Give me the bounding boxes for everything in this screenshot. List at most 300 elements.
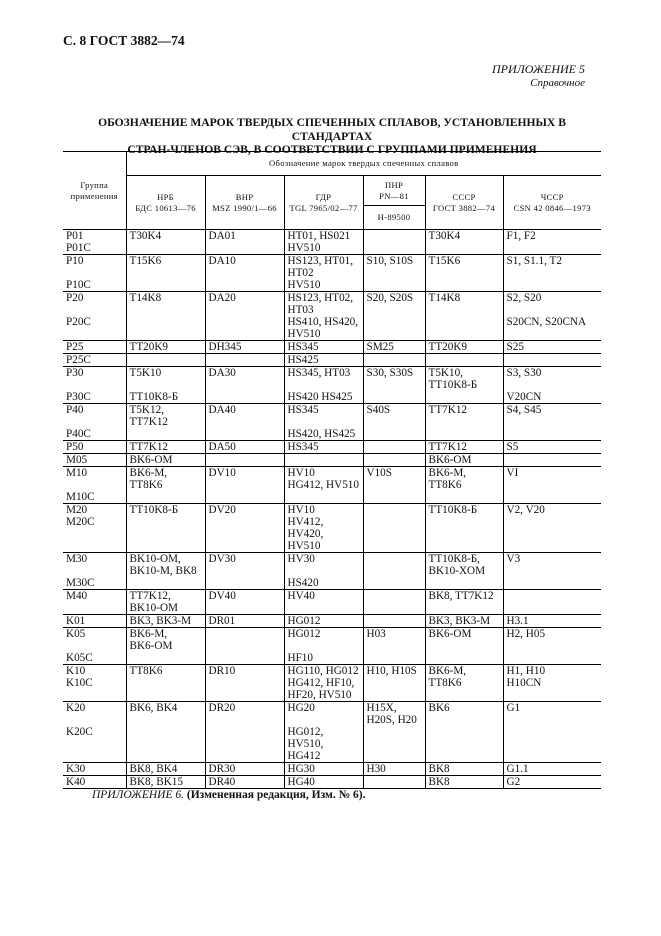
cell-line: T15K6 (428, 255, 461, 267)
cell-vnr (205, 354, 284, 367)
table-row (63, 665, 601, 702)
cell-sssr (425, 628, 503, 665)
cell-group (63, 628, 126, 665)
cell-line (288, 640, 360, 652)
cell-chssr (503, 367, 601, 404)
cell-line: K20 (66, 702, 86, 714)
cell-sssr (425, 341, 503, 354)
cell-group (63, 615, 126, 628)
cell-pnr (363, 230, 425, 255)
cell-vnr (205, 763, 284, 776)
cell-vnr (205, 292, 284, 341)
cell-gdr (284, 292, 363, 341)
cell-vnr (205, 665, 284, 702)
cell-line: HG412, HV510 (287, 479, 359, 491)
cell-chssr (503, 702, 601, 763)
table-row (63, 354, 601, 367)
cell-line: V3 (506, 553, 521, 565)
cell-line: T30K4 (428, 230, 461, 242)
cell-line (367, 615, 422, 627)
cell-line: H30 (366, 763, 386, 775)
cell-line: TT8K6 (129, 665, 163, 677)
footnote-label: ПРИЛОЖЕНИЕ 6. (92, 789, 184, 801)
cell-pnr (363, 776, 425, 789)
cell-pnr (363, 590, 425, 615)
cell-chssr (503, 341, 601, 354)
cell-sssr (425, 292, 503, 341)
cell-chssr (503, 590, 601, 615)
appendix-type: Справочное (530, 77, 585, 89)
cell-line: S10, S10S (366, 255, 414, 267)
cell-line (66, 304, 123, 316)
cell-line: P01C (66, 242, 91, 254)
cell-vnr (205, 404, 284, 441)
cell-line: TT7K12 (428, 441, 468, 453)
col-nrb-standard: БДС 10613—76 (135, 202, 196, 213)
cell-line: TT10K8-Б (129, 504, 179, 516)
cell-line: TT20K9 (428, 341, 468, 353)
cell-line: H1, H10 (506, 665, 546, 677)
cell-line: BK6-OM (129, 640, 173, 652)
cell-line (66, 416, 123, 428)
cell-line: M20 (66, 504, 88, 516)
col-pnr-standard: PN—81 (379, 190, 409, 201)
cell-line: TT10K8-Б (428, 379, 478, 391)
cell-line: HS123, HT02, (287, 292, 354, 304)
col-gdr-country: ГДР (315, 191, 332, 202)
cell-sssr (425, 665, 503, 702)
cell-line: S40S (366, 404, 391, 416)
table-row (63, 367, 601, 404)
cell-line: M40 (66, 590, 88, 602)
cell-line: P25C (66, 354, 91, 366)
cell-nrb (126, 665, 205, 702)
cell-group (63, 590, 126, 615)
cell-line: HG110, HG012 (287, 665, 359, 677)
cell-line: P10 (66, 255, 84, 267)
col-vnr-standard: MSZ 1990/1—66 (212, 202, 277, 213)
cell-line: DV10 (208, 467, 236, 479)
cell-line: V2, V20 (506, 504, 545, 516)
cell-sssr (425, 467, 503, 504)
cell-group (63, 354, 126, 367)
cell-pnr (363, 341, 425, 354)
cell-line: T5K10, (428, 367, 463, 379)
cell-nrb (126, 628, 205, 665)
appendix-number: ПРИЛОЖЕНИЕ 5 (492, 62, 585, 76)
cell-chssr (503, 467, 601, 504)
cell-vnr (205, 504, 284, 553)
cell-line: TT20K9 (129, 341, 169, 353)
table-row (63, 404, 601, 441)
cell-line: S1, S1.1, T2 (506, 255, 562, 267)
cell-line: BK8, BK15 (129, 776, 183, 788)
cell-line: T15K6 (129, 255, 162, 267)
cell-line: HS345 (287, 404, 319, 416)
cell-line: HS345, HT03 (287, 367, 351, 379)
cell-line (367, 441, 422, 453)
cell-gdr (284, 628, 363, 665)
cell-group (63, 292, 126, 341)
cell-line (507, 354, 599, 366)
col-pnr-country: ПНР (384, 179, 404, 190)
cell-line: DA40 (208, 404, 236, 416)
cell-nrb (126, 467, 205, 504)
cell-nrb (126, 341, 205, 354)
cell-line: P01 (66, 230, 84, 242)
cell-gdr (284, 367, 363, 404)
cell-pnr (363, 702, 425, 763)
cell-line (209, 628, 281, 640)
cell-line: DV20 (208, 504, 236, 516)
cell-nrb (126, 255, 205, 292)
cell-line: H15X, (366, 702, 397, 714)
cell-line: DA20 (208, 292, 236, 304)
cell-line: BK6, BK4 (129, 702, 178, 714)
cell-vnr (205, 776, 284, 789)
cell-line: G1.1 (506, 763, 529, 775)
cell-line: HG012 (287, 628, 321, 640)
span-header: Обозначение марок твердых спеченных сплавов (126, 152, 601, 176)
cell-line (367, 776, 422, 788)
cell-sssr (425, 590, 503, 615)
cell-line: HG012 (287, 615, 321, 627)
cell-line: DR20 (208, 702, 236, 714)
col-header-sssr (425, 176, 503, 230)
cell-line: M30 (66, 553, 88, 565)
cell-line: M05 (66, 454, 88, 466)
col-header-pnr (363, 176, 425, 206)
cell-line: HV510 (287, 279, 321, 291)
cell-line: HV10 (287, 467, 315, 479)
cell-line: M10C (66, 491, 95, 503)
cell-nrb (126, 776, 205, 789)
cell-chssr (503, 628, 601, 665)
cell-line: P40 (66, 404, 84, 416)
cell-line: K05C (66, 652, 93, 664)
col-sssr-country: СССР (452, 191, 476, 202)
cell-sssr (425, 454, 503, 467)
cell-line: P20C (66, 316, 91, 328)
cell-line (429, 354, 500, 366)
cell-line: TT10K8-Б, (428, 553, 480, 565)
page-header: С. 8 ГОСТ 3882—74 (63, 33, 185, 48)
cell-nrb (126, 553, 205, 590)
cell-line: DA50 (208, 441, 236, 453)
col-header-gdr (284, 176, 363, 230)
cell-line: S20, S20S (366, 292, 414, 304)
cell-line: HS345 (287, 441, 319, 453)
cell-line: V20CN (506, 391, 542, 403)
cell-line (507, 590, 599, 602)
cell-line: BK6-OM (428, 628, 472, 640)
cell-line (367, 590, 422, 602)
cell-group (63, 763, 126, 776)
cell-line: S3, S30 (506, 367, 542, 379)
footnote (92, 789, 366, 801)
cell-line: T30K4 (129, 230, 162, 242)
cell-line: K40 (66, 776, 86, 788)
cell-nrb (126, 504, 205, 553)
table-row (63, 454, 601, 467)
cell-pnr (363, 553, 425, 590)
cell-line: S25 (506, 341, 524, 353)
cell-line: DR40 (208, 776, 236, 788)
cell-line: BK3, BK3-M (428, 615, 491, 627)
table-row (63, 615, 601, 628)
cell-vnr (205, 553, 284, 590)
cell-line: BK8 (428, 763, 450, 775)
cell-pnr (363, 354, 425, 367)
col-header-chssr (503, 176, 601, 230)
col-vnr-country: ВНР (235, 191, 254, 202)
group-header-line-1: Группа (80, 179, 109, 190)
cell-vnr (205, 615, 284, 628)
cell-line: H20S, H20 (366, 714, 417, 726)
group-header (63, 152, 126, 230)
cell-line: TT7K12 (129, 441, 169, 453)
cell-nrb (126, 292, 205, 341)
cell-line: S2, S20 (506, 292, 542, 304)
cell-line (66, 379, 123, 391)
cell-sssr (425, 441, 503, 454)
cell-group (63, 441, 126, 454)
cell-vnr (205, 367, 284, 404)
col-chssr-country: ЧССР (540, 191, 564, 202)
cell-group (63, 504, 126, 553)
cell-line: P30C (66, 391, 91, 403)
cell-line (288, 416, 360, 428)
cell-line: BK3, BK3-M (129, 615, 192, 627)
col-chssr-standard: CSN 42 0846—1973 (513, 202, 591, 213)
cell-group (63, 404, 126, 441)
cell-line: HS420 (287, 577, 319, 589)
cell-line (288, 714, 360, 726)
title-line-2: СТРАН-ЧЛЕНОВ СЭВ, В СООТВЕТСТВИИ С ГРУППАМИ ПРИМЕНЕНИЯ (127, 143, 537, 156)
cell-line: K10 (66, 665, 86, 677)
table-row (63, 553, 601, 590)
table-row (63, 763, 601, 776)
table-row (63, 467, 601, 504)
cell-gdr (284, 354, 363, 367)
cell-line: BK8, BK4 (129, 763, 178, 775)
cell-group (63, 341, 126, 354)
cell-line: HV40 (287, 590, 315, 602)
cell-line: BK6-M, TT8K6 (428, 467, 467, 491)
cell-sssr (425, 255, 503, 292)
cell-line: G1 (506, 702, 521, 714)
cell-line: TT10K8-Б (129, 391, 179, 403)
cell-group (63, 553, 126, 590)
cell-line: BK10-M, BK8 (129, 565, 197, 577)
cell-line: BK8, TT7K12 (428, 590, 494, 602)
cell-gdr (284, 454, 363, 467)
cell-pnr (363, 665, 425, 702)
cell-line: P10C (66, 279, 91, 291)
cell-chssr (503, 230, 601, 255)
cell-group (63, 230, 126, 255)
cell-line: H03 (366, 628, 386, 640)
cell-gdr (284, 665, 363, 702)
cell-line: VI (506, 467, 519, 479)
cell-line: P30 (66, 367, 84, 379)
cell-line (288, 379, 360, 391)
cell-sssr (425, 354, 503, 367)
cell-sssr (425, 504, 503, 553)
cell-line (507, 304, 599, 316)
cell-line: DH345 (208, 341, 242, 353)
cell-chssr (503, 504, 601, 553)
cell-pnr (363, 454, 425, 467)
cell-line: DV40 (208, 590, 236, 602)
cell-gdr (284, 504, 363, 553)
alloy-grades-table (63, 151, 601, 789)
cell-line: TT7K12, (129, 590, 171, 602)
cell-chssr (503, 665, 601, 702)
cell-line: HT03 (287, 304, 314, 316)
cell-line: BK6-OM (129, 454, 173, 466)
cell-vnr (205, 441, 284, 454)
cell-line (367, 230, 422, 242)
cell-vnr (205, 467, 284, 504)
table-row (63, 504, 601, 553)
cell-line: HS345 (287, 341, 319, 353)
cell-line (367, 354, 422, 366)
cell-line: K10C (66, 677, 93, 689)
cell-line: HS425 (287, 354, 319, 366)
cell-line: M20C (66, 516, 95, 528)
cell-line: V10S (366, 467, 392, 479)
cell-line: TT7K12 (129, 416, 169, 428)
cell-line: HV412, HV420, (287, 516, 324, 540)
cell-sssr (425, 230, 503, 255)
cell-line (367, 504, 422, 516)
cell-sssr (425, 702, 503, 763)
cell-chssr (503, 354, 601, 367)
cell-line: K20C (66, 726, 93, 738)
cell-pnr (363, 763, 425, 776)
cell-chssr (503, 615, 601, 628)
cell-line: H3.1 (506, 615, 529, 627)
cell-line (288, 565, 360, 577)
table-row (63, 255, 601, 292)
cell-nrb (126, 454, 205, 467)
cell-group (63, 665, 126, 702)
cell-group (63, 467, 126, 504)
cell-line: HS123, HT01, (287, 255, 354, 267)
cell-gdr (284, 553, 363, 590)
cell-pnr (363, 628, 425, 665)
cell-line: G2 (506, 776, 521, 788)
cell-gdr (284, 255, 363, 292)
cell-gdr (284, 776, 363, 789)
col-gdr-standard: TGL 7965/02—77 (289, 202, 358, 213)
cell-line: M10 (66, 467, 88, 479)
cell-pnr (363, 292, 425, 341)
cell-line: DA30 (208, 367, 236, 379)
cell-line (130, 354, 202, 366)
cell-nrb (126, 763, 205, 776)
cell-line: HT02 (287, 267, 314, 279)
footnote-text: (Измененная редакция, Изм. № 6). (186, 789, 366, 801)
cell-line (367, 454, 422, 466)
cell-line: BK10-OM (129, 602, 178, 614)
cell-line: K30 (66, 763, 86, 775)
cell-sssr (425, 404, 503, 441)
cell-chssr (503, 292, 601, 341)
cell-line: DV30 (208, 553, 236, 565)
cell-pnr (363, 504, 425, 553)
cell-line: HS420 HS425 (287, 391, 353, 403)
cell-line: F1, F2 (506, 230, 536, 242)
cell-line: HG412 (287, 750, 321, 762)
cell-line: M30C (66, 577, 95, 589)
table-row (63, 341, 601, 354)
cell-line: HT01, HS021 (287, 230, 351, 242)
cell-line: H10CN (506, 677, 542, 689)
cell-gdr (284, 467, 363, 504)
cell-line: T14K8 (428, 292, 461, 304)
cell-line: DR10 (208, 665, 236, 677)
group-header-line-2: применения (70, 190, 118, 201)
cell-line: BK6-OM (428, 454, 472, 466)
cell-chssr (503, 763, 601, 776)
cell-line: HG30 (287, 763, 315, 775)
cell-gdr (284, 763, 363, 776)
cell-line: P25 (66, 341, 84, 353)
cell-vnr (205, 628, 284, 665)
cell-line: BK6 (428, 702, 450, 714)
cell-chssr (503, 553, 601, 590)
cell-line: P50 (66, 441, 84, 453)
cell-line: BK8 (428, 776, 450, 788)
col-pnr-extra: H-89500 (363, 206, 425, 230)
cell-line: BK6-M, (129, 467, 168, 479)
cell-gdr (284, 441, 363, 454)
appendix-label (492, 62, 585, 90)
cell-line: HV510 (287, 540, 321, 552)
table-row (63, 292, 601, 341)
cell-group (63, 702, 126, 763)
cell-nrb (126, 354, 205, 367)
cell-sssr (425, 776, 503, 789)
col-header-nrb (126, 176, 205, 230)
cell-chssr (503, 454, 601, 467)
cell-line (507, 454, 599, 466)
cell-chssr (503, 404, 601, 441)
col-sssr-standard: ГОСТ 3882—74 (432, 202, 496, 213)
cell-nrb (126, 615, 205, 628)
cell-line: HG40 (287, 776, 315, 788)
cell-pnr (363, 467, 425, 504)
cell-line: HG012, HV510, (287, 726, 324, 750)
cell-line: HF10 (287, 652, 313, 664)
cell-vnr (205, 590, 284, 615)
cell-line (209, 454, 281, 466)
cell-sssr (425, 763, 503, 776)
cell-line: H2, H05 (506, 628, 546, 640)
cell-nrb (126, 404, 205, 441)
cell-vnr (205, 341, 284, 354)
cell-gdr (284, 341, 363, 354)
cell-line: HV10 (287, 504, 315, 516)
cell-group (63, 454, 126, 467)
cell-sssr (425, 367, 503, 404)
cell-chssr (503, 441, 601, 454)
cell-line: HV510 (287, 242, 321, 254)
cell-group (63, 367, 126, 404)
cell-nrb (126, 367, 205, 404)
